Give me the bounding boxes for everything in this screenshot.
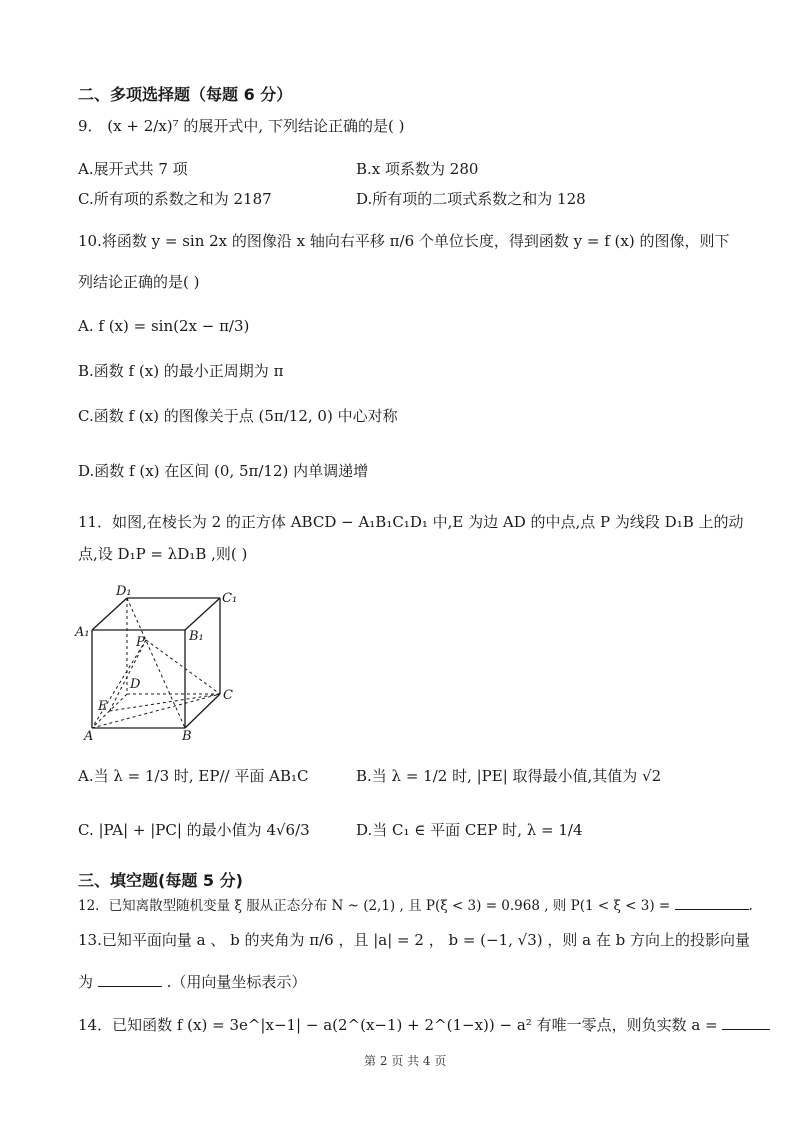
q9-option-c: C.所有项的系数之和为 2187 xyxy=(78,190,272,208)
label-c: C xyxy=(223,688,233,703)
q10-option-c: C.函数 f (x) 的图像关于点 (5π/12, 0) 中心对称 xyxy=(78,407,398,425)
q10-stem-line1: 10.将函数 y = sin 2x 的图像沿 x 轴向右平移 π/6 个单位长度，得到函数 y = f (x) 的图像，则下 xyxy=(78,232,730,250)
section-title-fill-in: 三、填空题(每题 5 分) xyxy=(78,871,243,890)
q11-option-b: B.当 λ = 1/2 时, |PE| 取得最小值,其值为 √2 xyxy=(356,767,662,785)
q10-stem-line2: 列结论正确的是( ) xyxy=(78,273,200,291)
q13-line2 xyxy=(78,972,306,992)
label-a: A xyxy=(84,729,94,743)
q12-stem: 12．已知离散型随机变量 ξ 服从正态分布 N ~ (2,1) , 且 P(ξ < 3) = 0.968 , 则 P(1 < ξ < 3) = . xyxy=(78,895,753,916)
q11-stem-line1: 11．如图,在棱长为 2 的正方体 ABCD − A₁B₁C₁D₁ 中,E 为边 AD 的中点,点 P 为线段 D₁B 上的动 xyxy=(78,513,744,531)
q9-option-b: B.x 项系数为 280 xyxy=(356,160,479,178)
label-e: E xyxy=(98,699,108,714)
q9-stem: 9． (x + 2/x)⁷ 的展开式中, 下列结论正确的是( ) xyxy=(78,117,405,135)
q10-option-a: A. f (x) = sin(2x − π/3) xyxy=(78,317,250,335)
q11-option-d: D.当 C₁ ∈ 平面 CEP 时, λ = 1/4 xyxy=(356,821,583,839)
q12-text: 12．已知离散型随机变量 ξ 服从正态分布 N ~ (2,1) , 且 P(ξ < 3) = 0.968 , 则 P(1 < ξ < 3) = xyxy=(78,898,671,914)
label-d: D xyxy=(130,677,141,692)
q13-answer-blank[interactable] xyxy=(98,972,162,987)
label-b: B xyxy=(182,729,192,743)
q11-option-c: C. |PA| + |PC| 的最小值为 4√6/3 xyxy=(78,821,310,839)
q14-stem xyxy=(78,1015,770,1035)
section-title-multiple-choice: 二、多项选择题（每题 6 分） xyxy=(78,85,293,104)
label-d1: D₁ xyxy=(116,584,132,599)
q10-option-b: B.函数 f (x) 的最小正周期为 π xyxy=(78,362,284,380)
cube-figure xyxy=(70,578,250,743)
label-c1: C₁ xyxy=(222,591,238,606)
label-a1: A₁ xyxy=(75,625,90,640)
q9-option-a: A.展开式共 7 项 xyxy=(78,160,188,178)
q13-line2-suffix: .（用向量坐标表示） xyxy=(166,973,307,991)
page-footer: 第 2 页 共 4 页 xyxy=(364,1054,447,1068)
q10-option-d: D.函数 f (x) 在区间 (0, 5π/12) 内单调递增 xyxy=(78,462,369,480)
q11-stem-line2: 点,设 D₁P = λD₁B ,则( ) xyxy=(78,545,248,563)
label-b1: B₁ xyxy=(189,629,204,644)
q12-answer-blank[interactable] xyxy=(675,895,749,910)
q14-answer-blank[interactable] xyxy=(722,1015,770,1030)
q9-option-d: D.所有项的二项式系数之和为 128 xyxy=(356,190,586,208)
q13-line2-prefix: 为 xyxy=(78,973,94,991)
q14-text: 14．已知函数 f (x) = 3e^|x−1| − a(2^(x−1) + 2^(1−x)) − a² 有唯一零点，则负实数 a = xyxy=(78,1016,718,1034)
q11-option-a: A.当 λ = 1/3 时, EP// 平面 AB₁C xyxy=(78,767,309,785)
q13-line1: 13.已知平面向量 a 、 b 的夹角为 π/6 ，且 |a| = 2 ， b = (−1, √3) ，则 a 在 b 方向上的投影向量 xyxy=(78,931,751,949)
label-p: P xyxy=(136,635,145,650)
